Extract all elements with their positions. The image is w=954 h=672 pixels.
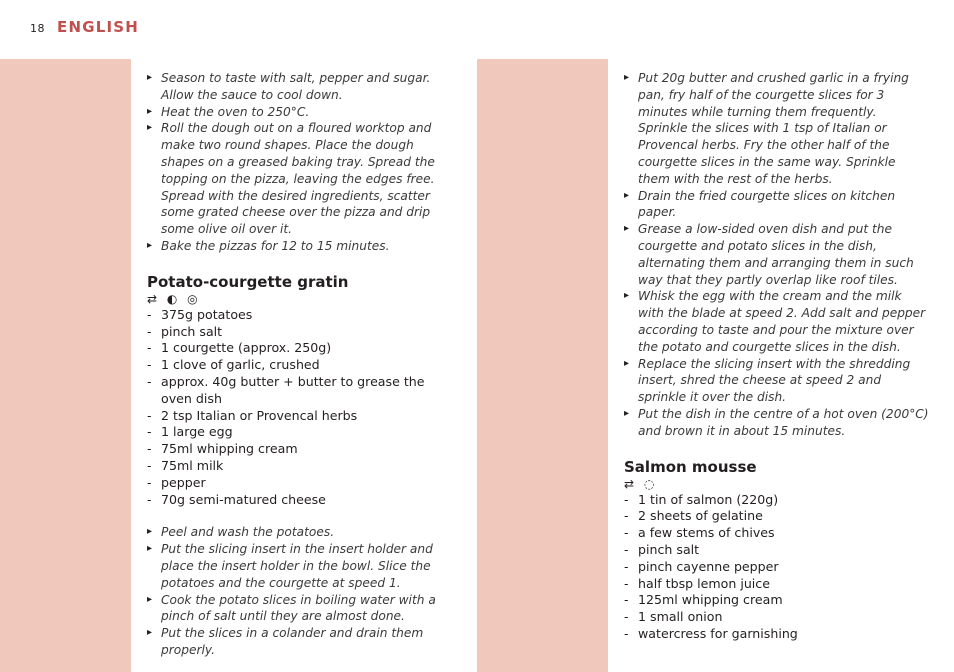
ingredient-item: - 1 large egg	[147, 424, 452, 441]
ingredient-list	[624, 492, 929, 643]
ingredient-item: - 1 tin of salmon (220g)	[624, 492, 929, 509]
ingredient-item: - 70g semi-matured cheese	[147, 492, 452, 509]
recipe-title: Potato-courgette gratin	[147, 272, 349, 291]
language-title: ENGLISH	[57, 18, 140, 36]
ingredient-item: - pepper	[147, 475, 452, 492]
step-item: ▸ Grease a low-sided oven dish and put the courgette and potato slices in the dish, alternating them and arranging them in such way that they partly overlap like roof tiles.	[624, 221, 929, 288]
middle-margin-band	[477, 59, 608, 672]
steps-list-bottom	[147, 524, 452, 658]
steps-list	[624, 70, 929, 440]
ingredient-item: - 1 small onion	[624, 609, 929, 626]
ingredient-item: - pinch salt	[147, 324, 452, 341]
step-item: ▸ Put 20g butter and crushed garlic in a frying pan, fry half of the courgette slices for 3 minutes while turning them frequently. Sprinkle the slices with 1 tsp of Italian or Provencal herbs. Fry the other half of the courgette slices in the same way. Sprinkle them with the rest of the herbs.	[624, 70, 929, 188]
step-item: ▸ Replace the slicing insert with the shredding insert, shred the cheese at speed 2 and sprinkle it over the dish.	[624, 356, 929, 406]
ingredient-item: - 125ml whipping cream	[624, 592, 929, 609]
ingredient-item: - 2 sheets of gelatine	[624, 508, 929, 525]
ingredient-list	[147, 307, 452, 509]
ingredient-item: - 375g potatoes	[147, 307, 452, 324]
recipe-icons: ⇄ ◌	[624, 476, 658, 491]
ingredient-item: - 1 clove of garlic, crushed	[147, 357, 452, 374]
ingredient-item: - pinch cayenne pepper	[624, 559, 929, 576]
step-item: ▸ Roll the dough out on a floured worktop and make two round shapes. Place the dough shapes on a greased baking tray. Spread the topping on the pizza, leaving the edges free. Spread with the desired ingredients, scatter some grated cheese over the pizza and drip some olive oil over it.	[147, 120, 452, 238]
step-item: ▸ Cook the potato slices in boiling water with a pinch of salt until they are almost done.	[147, 592, 452, 626]
steps-list-top	[147, 70, 452, 255]
ingredient-item: - 2 tsp Italian or Provencal herbs	[147, 408, 452, 425]
ingredient-item: - approx. 40g butter + butter to grease the oven dish	[147, 374, 452, 408]
ingredient-item: - 75ml milk	[147, 458, 452, 475]
step-item: ▸ Put the slices in a colander and drain them properly.	[147, 625, 452, 659]
page-number: 18	[30, 22, 45, 35]
recipe-title: Salmon mousse	[624, 457, 757, 476]
right-column	[624, 70, 929, 643]
ingredient-item: - watercress for garnishing	[624, 626, 929, 643]
left-margin-band	[0, 59, 131, 672]
ingredient-item: - 75ml whipping cream	[147, 441, 452, 458]
step-item: ▸ Put the slicing insert in the insert holder and place the insert holder in the bowl. Slice the potatoes and the courgette at speed 1.	[147, 541, 452, 591]
ingredient-item: - 1 courgette (approx. 250g)	[147, 340, 452, 357]
page-header	[30, 18, 139, 38]
step-item: ▸ Whisk the egg with the cream and the milk with the blade at speed 2. Add salt and pepper according to taste and pour the mixture over the potato and courgette slices in the dish.	[624, 288, 929, 355]
step-item: ▸ Put the dish in the centre of a hot oven (200°C) and brown it in about 15 minutes.	[624, 406, 929, 440]
step-item: ▸ Drain the fried courgette slices on kitchen paper.	[624, 188, 929, 222]
ingredient-item: - pinch salt	[624, 542, 929, 559]
left-column	[147, 70, 452, 659]
recipe-icons: ⇄ ◐ ◎	[147, 291, 201, 306]
step-item: ▸ Heat the oven to 250°C.	[147, 104, 452, 121]
step-item: ▸ Bake the pizzas for 12 to 15 minutes.	[147, 238, 452, 255]
ingredient-item: - half tbsp lemon juice	[624, 576, 929, 593]
step-item: ▸ Season to taste with salt, pepper and sugar. Allow the sauce to cool down.	[147, 70, 452, 104]
step-item: ▸ Peel and wash the potatoes.	[147, 524, 452, 541]
ingredient-item: - a few stems of chives	[624, 525, 929, 542]
